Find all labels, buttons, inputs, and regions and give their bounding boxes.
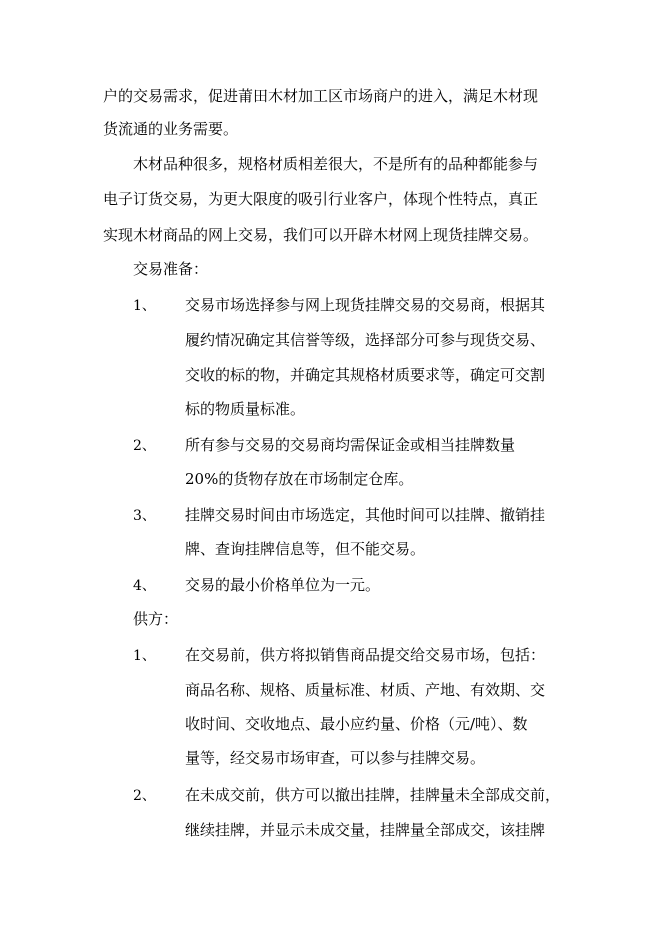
prep-item-1-line-3: 交收的标的物，并确定其规格材质要求等，确定可交割	[185, 366, 546, 384]
para2-line-1: 木材品种很多，规格材质相差很大，不是所有的品种都能参与	[133, 155, 539, 173]
supplier-item-2-line-1: 在未成交前，供方可以撤出挂牌，挂牌量未全部成交前，	[185, 786, 561, 804]
para2-line-3: 实现木材商品的网上交易，我们可以开辟木材网上现货挂牌交易。	[103, 226, 539, 244]
prep-item-2-line-2: 20%的货物存放在市场制定仓库。	[185, 470, 414, 488]
supplier-item-1-line-4: 量等，经交易市场审查，可以参与挂牌交易。	[185, 749, 486, 767]
para2-line-2: 电子订货交易，为更大限度的吸引行业客户，体现个性特点，真正	[103, 190, 539, 208]
prep-item-1-line-2: 履约情况确定其信誉等级，选择部分可参与现货交易、	[185, 331, 546, 349]
prep-item-2-line-1: 所有参与交易的交易商均需保证金或相当挂牌数量	[185, 436, 516, 454]
supplier-item-1-line-1: 在交易前，供方将拟销售商品提交给交易市场，包括：	[185, 646, 546, 664]
supplier-item-2-line-2: 继续挂牌，并显示未成交量，挂牌量全部成交，该挂牌	[185, 821, 546, 839]
prep-item-1-number: 1、	[133, 298, 156, 314]
prep-item-2-number: 2、	[133, 438, 156, 454]
prep-item-3-line-2: 牌、查询挂牌信息等，但不能交易。	[185, 540, 426, 558]
supplier-item-1-number: 1、	[133, 648, 156, 664]
supplier-item-1-line-2: 商品名称、规格、质量标准、材质、产地、有效期、交	[185, 681, 546, 699]
supplier-item-1-line-3: 收时间、交收地点、最小应约量、价格（元/吨）、数	[185, 715, 528, 733]
prep-item-4-line-1: 交易的最小价格单位为一元。	[185, 576, 381, 594]
intro-line-1: 户的交易需求，促进莆田木材加工区市场商户的进入，满足木材现	[103, 87, 539, 105]
prep-item-1-line-4: 标的物质量标准。	[185, 400, 306, 418]
supplier-heading: 供方：	[133, 610, 179, 628]
prep-item-1-line-1: 交易市场选择参与网上现货挂牌交易的交易商，根据其	[185, 296, 546, 314]
supplier-item-2-number: 2、	[133, 788, 156, 804]
prep-item-3-line-1: 挂牌交易时间由市场选定，其他时间可以挂牌、撤销挂	[185, 506, 546, 524]
prep-item-3-number: 3、	[133, 508, 156, 524]
intro-line-2: 货流通的业务需要。	[103, 120, 239, 138]
prep-item-4-number: 4、	[133, 578, 156, 594]
prep-heading: 交易准备：	[133, 260, 209, 278]
